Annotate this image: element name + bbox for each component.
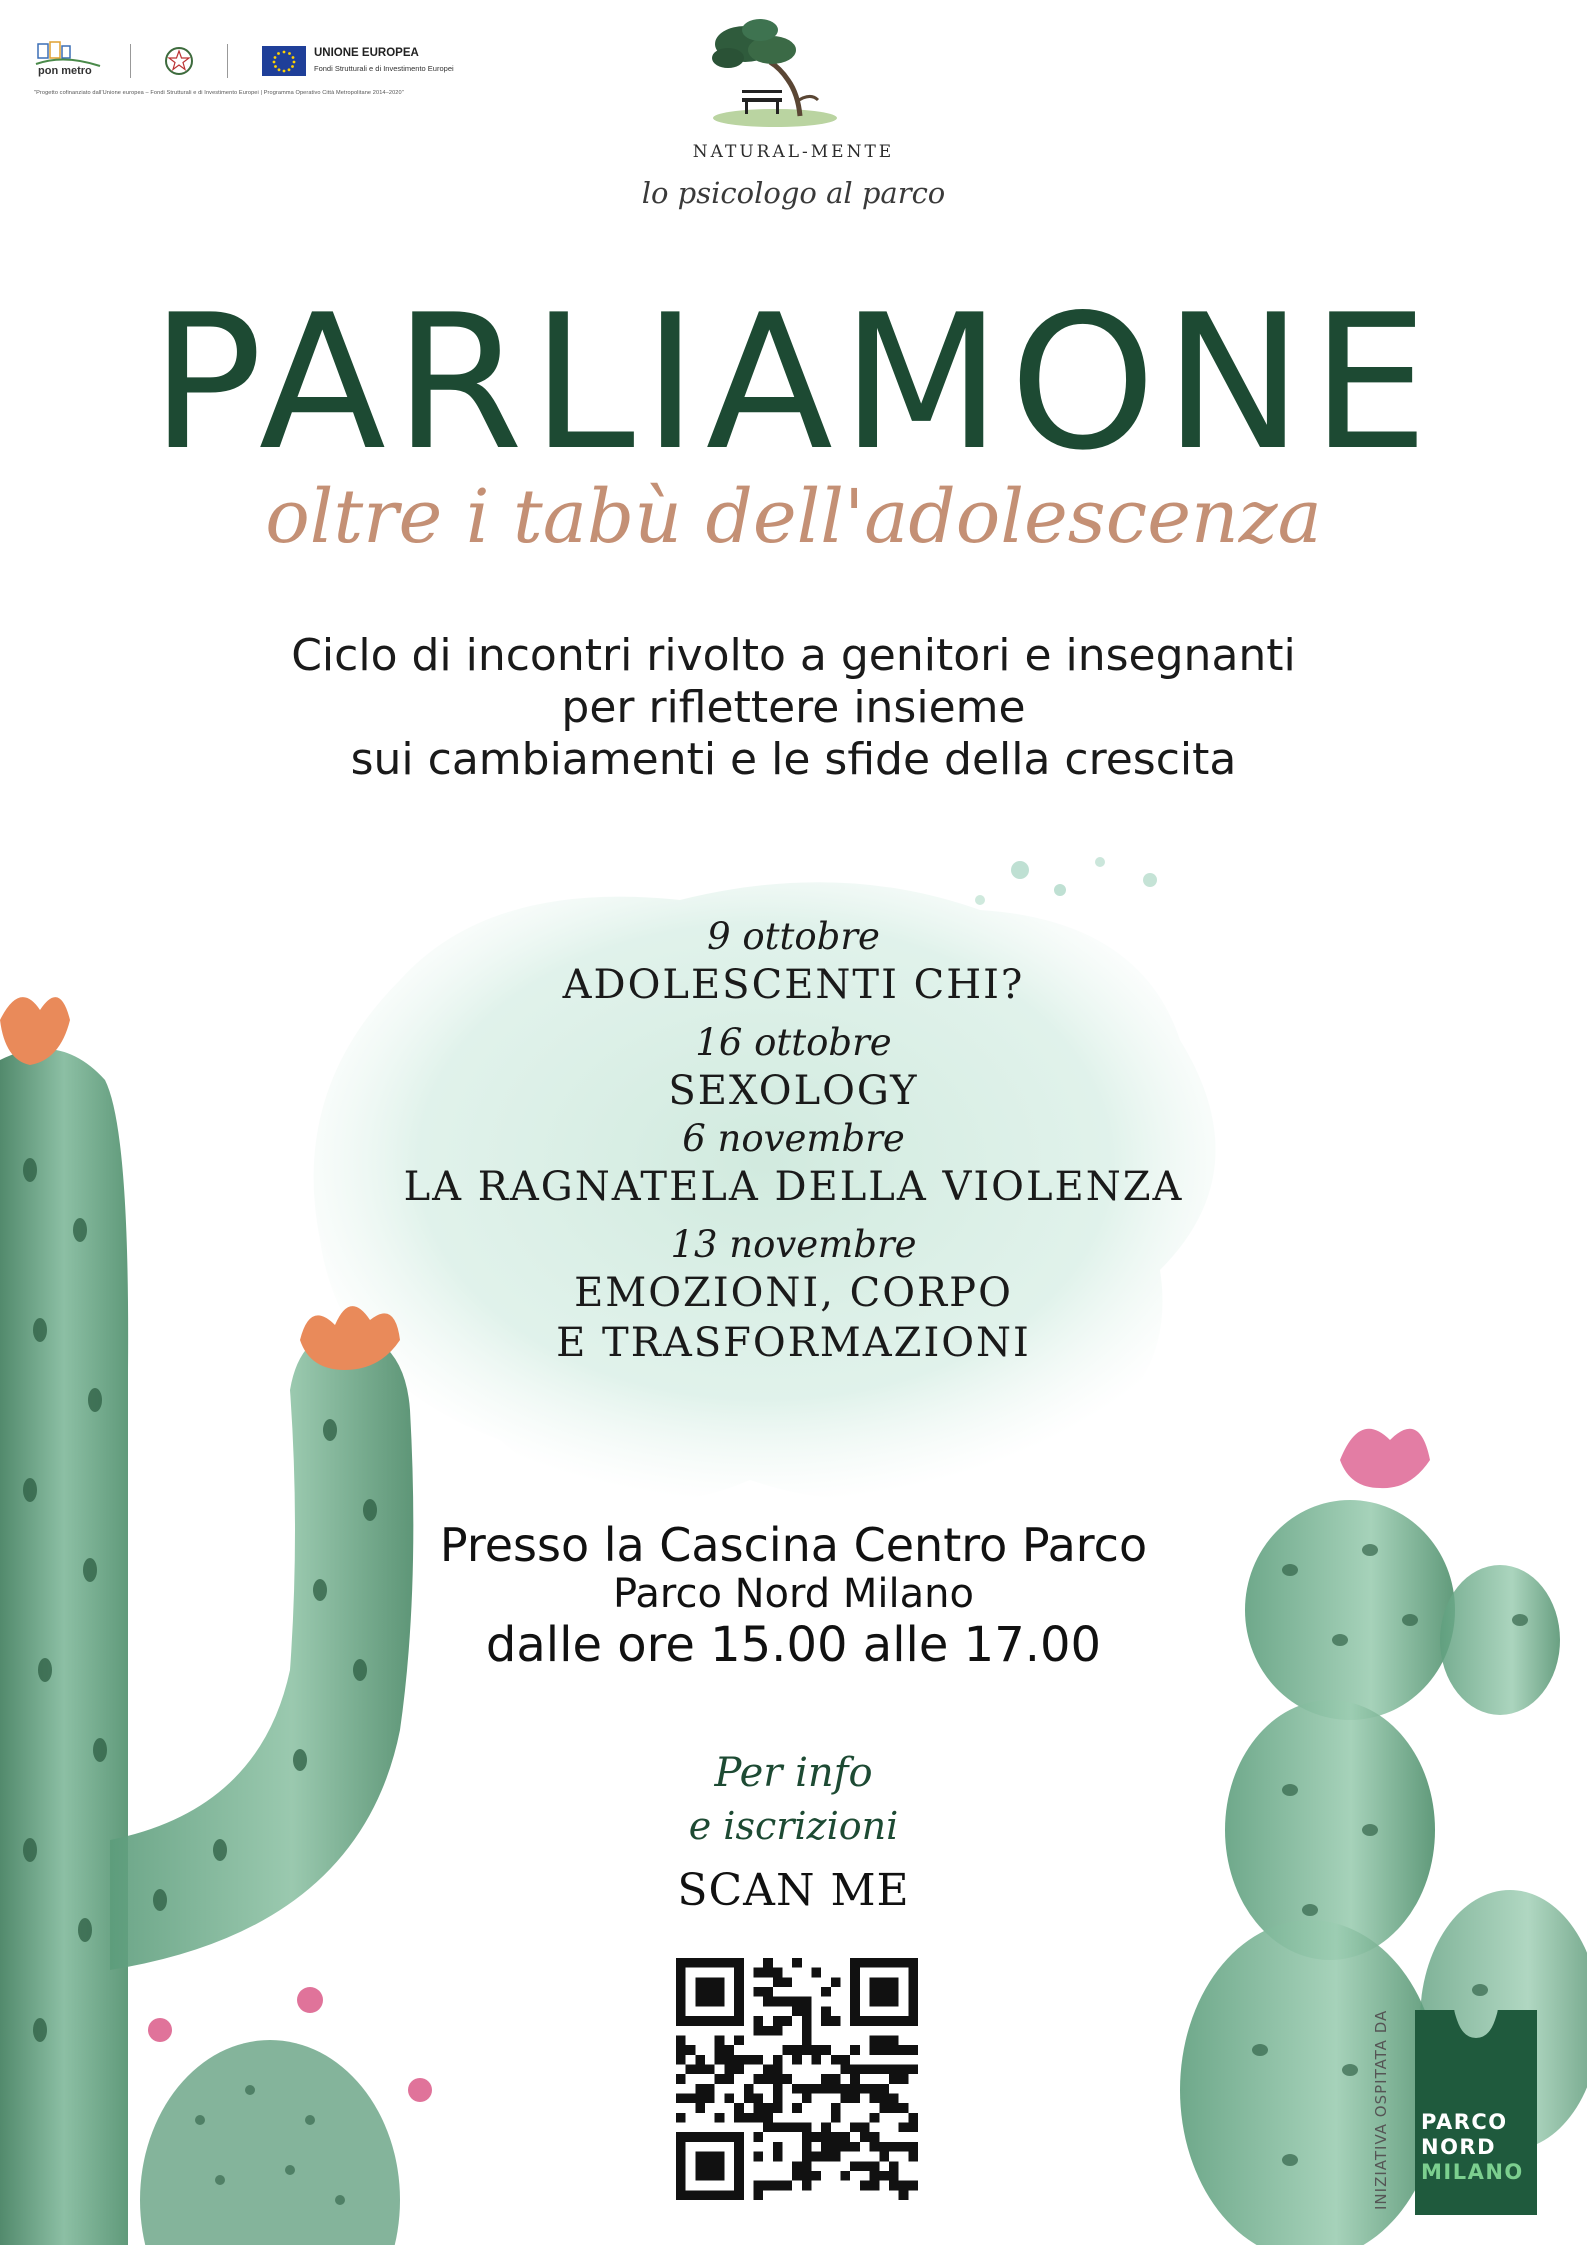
brand-name: NATURAL-MENTE — [692, 142, 895, 162]
intro-line-3: sui cambiamenti e le sfide della crescita — [350, 734, 1237, 785]
event-date: 9 ottobre — [707, 915, 880, 958]
event-title: ADOLESCENTI CHI? — [562, 962, 1025, 1008]
event-title: SEXOLOGY — [668, 1068, 919, 1114]
divider — [227, 44, 228, 78]
eu-title: UNIONE EUROPEA — [314, 47, 419, 59]
parco-nord-line-1: PARCO — [1421, 2110, 1508, 2134]
parco-nord-label — [1421, 2110, 1524, 2185]
parco-nord-line-2: NORD — [1421, 2135, 1497, 2159]
project-note: "Progetto cofinanziato dall'Unione europea – Fondi Strutturali e di Investimento Europei | Programma Operativo Città Metropolitane 2014–2020" — [34, 90, 404, 96]
subtitle: oltre i tabù dell'adolescenza — [265, 474, 1322, 560]
tree-bench-icon — [700, 14, 850, 132]
event-date: 16 ottobre — [695, 1021, 892, 1064]
eu-flag-icon — [262, 46, 306, 76]
brand-tagline: lo psicologo al parco — [641, 176, 946, 210]
intro-line-2: per riflettere insieme — [561, 682, 1026, 733]
venue-time: dalle ore 15.00 alle 17.00 — [485, 1617, 1102, 1673]
event-title-line-1: EMOZIONI, CORPO — [574, 1270, 1013, 1316]
repubblica-emblem — [162, 42, 196, 80]
hosted-by-note: INIZIATIVA OSPITATA DA — [1372, 2009, 1390, 2210]
cactus-illustration-left — [0, 970, 470, 2245]
main-title: PARLIAMONE — [150, 274, 1437, 491]
info-line-2: e iscrizioni — [688, 1804, 899, 1848]
info-line-1: Per info — [714, 1750, 873, 1796]
tree-bench-logo — [700, 14, 850, 132]
divider — [130, 44, 131, 78]
ponmetro-text: pon metro — [38, 65, 92, 77]
scan-me-label: SCAN ME — [677, 1865, 910, 1916]
intro-line-1: Ciclo di incontri rivolto a genitori e insegnanti — [291, 630, 1296, 681]
event-title-line-2: E TRASFORMAZIONI — [556, 1320, 1031, 1366]
venue-line-1: Presso la Cascina Centro Parco — [439, 1518, 1148, 1572]
ponmetro-logo — [34, 40, 104, 84]
parco-nord-logo — [1415, 2010, 1537, 2215]
event-title: LA RAGNATELA DELLA VIOLENZA — [403, 1164, 1184, 1210]
parco-nord-line-3: MILANO — [1421, 2160, 1524, 2184]
institutional-logos — [34, 40, 464, 110]
eu-subtitle: Fondi Strutturali e di Investimento Europei — [314, 64, 454, 73]
venue-line-2: Parco Nord Milano — [613, 1571, 974, 1617]
event-date: 6 novembre — [682, 1117, 905, 1160]
event-date: 13 novembre — [670, 1223, 917, 1266]
intro-text — [0, 630, 1587, 786]
eu-logo — [262, 44, 462, 78]
emblem-icon — [162, 42, 196, 80]
qr-code[interactable] — [676, 1958, 918, 2200]
